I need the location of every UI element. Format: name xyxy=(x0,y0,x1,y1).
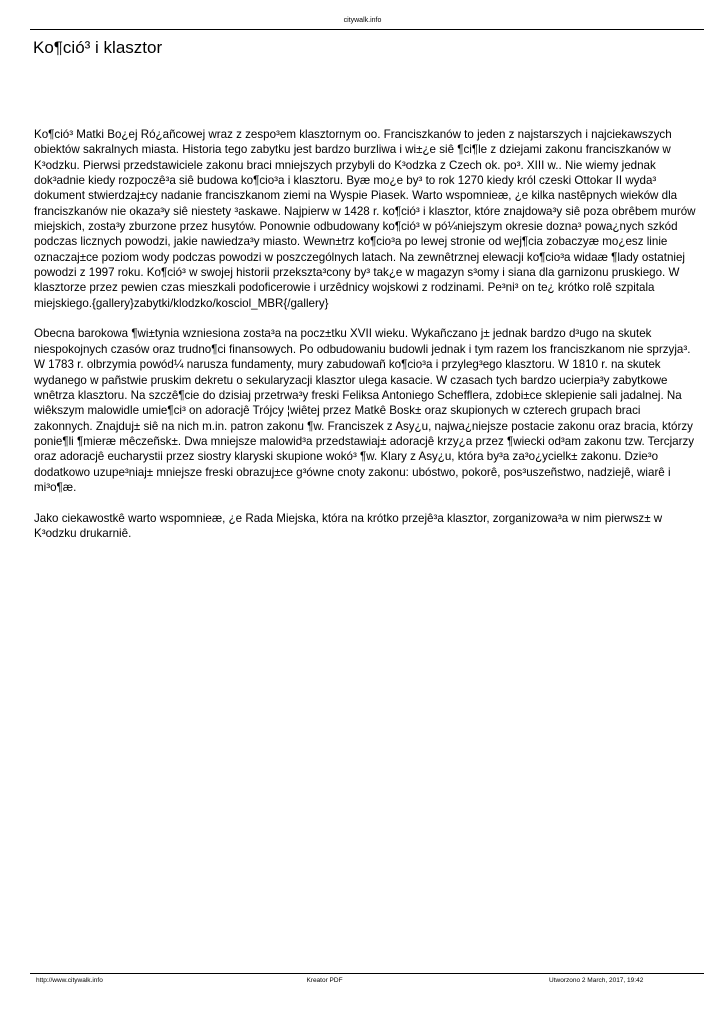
article-body xyxy=(34,127,702,557)
site-header: citywalk.info xyxy=(343,17,382,24)
article-paragraph-3: Jako ciekawostkê warto wspomnieæ, ¿e Rada Miejska, która na krótko przejê³a klasztor, zorganizowa³a w nim pierwsz± w K³odzku drukarniê. xyxy=(34,511,663,540)
article-paragraph-1: Ko¶ció³ Matki Bo¿ej Ró¿añcowej wraz z zespo³em klasztornym oo. Franciszkanów to jeden z najstarszych i najciekawszych obiektów sakralnych miasta. Historia tego zabytku jest bardzo burzliwa i wi±¿e siê ¶ci¶le z dziejami zakonu franciszkanów w K³odzku. Pierwsi przedstawiciele zakonu braci mniejszych przybyli do K³odzka z Czech ok. po³. XIII w.. Nie wiemy jednak dok³adnie kiedy rozpoczê³a siê budowa ko¶cio³a i klasztoru. Byæ mo¿e by³ to rok 1270 kiedy król czeski Ottokar II wyda³ dokument stwierdzaj±cy nadanie franciszkanom ziemi na Wyspie Piasek. Warto wspomnieæ, ¿e kilka nastêpnych wieków dla franciszkanów nie okaza³y siê niestety ³askawe. Najpierw w 1428 r. ko¶ció³ i klasztor, które znajdowa³y siê poza obrêbem murów miejskich, zosta³y zburzone przez husytów. Ponownie odbudowany ko¶ció³ w pó¼niejszym okresie dozna³ powa¿nych szkód podczas licznych powodzi, jakie nawiedza³y miasto. Wewn±trz ko¶cio³a po lewej stronie od wej¶cia zobaczyæ mo¿esz linie oznaczaj±ce poziom wody podczas powodzi w poszczególnych latach. Na zewnêtrznej elewacji ko¶cio³a widaæ ¶lady ostatniej powodzi z 1997 roku. Ko¶ció³ w swojej historii przekszta³cony by³ tak¿e w magazyn s³omy i siana dla garnizonu pruskiego. W klasztorze przez pewien czas mieszkali podoficerowie i urzêdnicy wojskowi z rodzinami. Pe³ni³ on te¿ krótko rolê szpitala miejskiego.{gallery}zabytki/klodzko/kosciol_MBR{/gallery} xyxy=(34,128,696,310)
footer-created-date: Utworzono 2 March, 2017, 19:42 xyxy=(549,977,644,984)
footer-url-link[interactable]: http://www.citywalk.info xyxy=(36,977,103,984)
footer-divider xyxy=(30,973,704,974)
page-title: Ko¶ció³ i klasztor xyxy=(33,38,163,57)
header-divider xyxy=(30,29,704,30)
footer-creator: Kreator PDF xyxy=(306,977,343,984)
article-paragraph-2: Obecna barokowa ¶wi±tynia wzniesiona zosta³a na pocz±tku XVII wieku. Wykañczano j± jednak bardzo d³ugo na skutek niespokojnych czasów oraz trudno¶ci finansowych. Po odbudowaniu budowli jednak i tym razem los franciszkanom nie sprzyja³. W 1783 r. olbrzymia powód¼ narusza fundamenty, mury zabudowañ ko¶cio³a i przyleg³ego klasztoru. W 1810 r. na skutek wydanego w pañstwie pruskim dekretu o sekularyzacji klasztor ulega kasacie. W czasach tych bardzo ucierpia³y zabytkowe wnêtrza klasztoru. Na szczê¶cie do dzisiaj przetrwa³y freski Feliksa Antoniego Schefflera, zdobi±ce sklepienie sali jadalnej. Na wiêkszym malowidle umie¶ci³ on adoracjê Trójcy ¦wiêtej przez Matkê Bosk± oraz skupionych w czterech grupach braci zakonnych. Znajduj± siê na nich m.in. patron zakonu ¶w. Franciszek z Asy¿u, najwa¿niejsze postacie zakonu oraz bracia, którzy ponie¶li ¶mieræ mêczeñsk±. Dwa mniejsze malowid³a przedstawiaj± adoracjê krzy¿a przez ¶wiecki od³am zakonu tzw. Tercjarzy oraz adoracjê eucharystii przez siostry klaryski skupione wokó³ ¶w. Klary z Asy¿u, która by³a za³o¿ycielk± zakonu. Dzie³o dodatkowo uzupe³niaj± mniejsze freski obrazuj±ce g³ówne cnoty zakonu: ubóstwo, pokorê, pos³uszeñstwo, nadziejê, wiarê i mi³o¶æ. xyxy=(34,327,695,494)
